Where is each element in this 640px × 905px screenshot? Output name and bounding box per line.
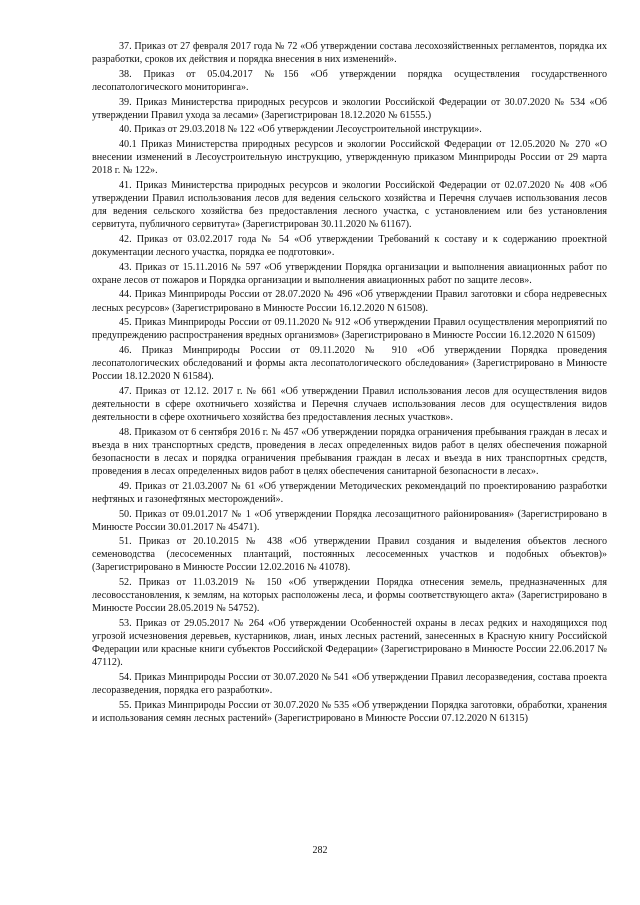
list-item: 43. Приказ от 15.11.2016 № 597 «Об утверждении Порядка организации и выполнения авиационных работ по охране лесов от пожаров и Порядка организации и выполнения авиационных работ по защите лесов». — [92, 261, 607, 286]
list-item: 55. Приказ Минприроды России от 30.07.2020 № 535 «Об утверждении Порядка заготовки, обработки, хранения и использования семян лесных растений» (Зарегистрировано в Минюсте России 07.12.2020 N 61315) — [92, 699, 607, 724]
list-item: 46. Приказ Минприроды России от 09.11.2020 № 910 «Об утверждении Порядка проведения лесопатологических обследований и формы акта лесопатологического обследования» (Зарегистрировано в Минюсте России 18.12.2020 N 61584). — [92, 345, 607, 383]
list-item: 39. Приказ Министерства природных ресурсов и экологии Российской Федерации от 30.07.2020 № 534 «Об утверждении Правил ухода за лесами» (Зарегистрирован 18.12.2020 № 61555.) — [92, 96, 607, 121]
page-number: 282 — [312, 845, 328, 856]
list-item: 51. Приказ от 20.10.2015 № 438 «Об утверждении Правил создания и выделения объектов лесного семеноводства (лесосеменных плантаций, постоянных лесосеменных участков и подобных объектов)» (Зарегистрировано в Минюсте России 12.02.2016 № 41078). — [92, 536, 607, 574]
list-item: 53. Приказ от 29.05.2017 № 264 «Об утверждении Особенностей охраны в лесах редких и находящихся под угрозой исчезновения деревьев, кустарников, лиан, иных лесных растений, занесенных в Красную книгу Российской Федерации или красные книги субъектов Российской Федерации» (Зарегистрировано в Минюсте России 22.06.2017 № 47112). — [92, 618, 607, 669]
document-page — [92, 40, 607, 727]
list-item: 45. Приказ Минприроды России от 09.11.2020 № 912 «Об утверждении Правил осуществления мероприятий по предупреждению распространения вредных организмов» (Зарегистрировано в Минюсте России 16.12.2020 N 61509) — [92, 317, 607, 342]
list-item: 54. Приказ Минприроды России от 30.07.2020 № 541 «Об утверждении Правил лесоразведения, состава проекта лесоразведения, порядка его разработки». — [92, 672, 607, 697]
list-item: 44. Приказ Минприроды России от 28.07.2020 № 496 «Об утверждении Правил заготовки и сбора недревесных лесных ресурсов» (Зарегистрировано в Минюсте России 16.12.2020 N 61508). — [92, 289, 607, 314]
list-item: 42. Приказ от 03.02.2017 года № 54 «Об утверждении Требований к составу и к содержанию проектной документации лесного участка, порядка ее подготовки». — [92, 233, 607, 258]
list-item: 41. Приказ Министерства природных ресурсов и экологии Российской Федерации от 02.07.2020 № 408 «Об утверждении Правил использования лесов для ведения сельского хозяйства и Перечня случаев использования лесов для ведения сельского хозяйства без предоставления лесного участка, с установлением или без установления сервитута, публичного сервитута» (Зарегистрирован 30.11.2020 № 61167). — [92, 179, 607, 231]
list-item: 49. Приказ от 21.03.2007 № 61 «Об утверждении Методических рекомендаций по проектированию разработки нефтяных и газонефтяных месторождений». — [92, 480, 607, 505]
list-item: 48. Приказом от 6 сентября 2016 г. № 457 «Об утверждении порядка ограничения пребывания граждан в лесах и въезда в них транспортных средств, проведения в лесах определенных видов работ в целях обеспечения пожарной безопасности в лесах и порядка ограничения пребывания граждан в лесах и въезда в них транспортных средств, проведения в лесах определенных видов работ в целях обеспечения санитарной безопасности в лесах». — [92, 426, 607, 478]
list-item: 50. Приказ от 09.01.2017 № 1 «Об утверждении Порядка лесозащитного районирования» (Зарегистрировано в Минюсте России 30.01.2017 № 45471). — [92, 508, 607, 533]
list-item: 40. Приказ от 29.03.2018 № 122 «Об утверждении Лесоустроительной инструкции». — [119, 124, 482, 136]
list-item: 52. Приказ от 11.03.2019 № 150 «Об утверждении Порядка отнесения земель, предназначенных для лесовосстановления, к землям, на которых расположены леса, и формы соответствующего акта» (Зарегистрировано в Минюсте России 28.05.2019 № 54752). — [92, 577, 607, 615]
list-item: 47. Приказ от 12.12. 2017 г. № 661 «Об утверждении Правил использования лесов для осуществления видов деятельности в сфере охотничьего хозяйства и Перечня случаев использования лесов для осуществления видов деятельности в сфере охотничьего хозяйства без предоставления лесных участков». — [92, 385, 607, 424]
list-item: 40.1 Приказ Министерства природных ресурсов и экологии Российской Федерации от 12.05.2020 № 270 «О внесении изменений в Лесоустроительную инструкцию, утвержденную приказом Минприроды России от 29 марта 2018 г. № 122». — [92, 139, 607, 177]
list-item: 38. Приказ от 05.04.2017 №156 «Об утверждении порядка осуществления государственного лесопатологического мониторинга». — [92, 68, 607, 93]
list-item: 37. Приказ от 27 февраля 2017 года № 72 «Об утверждении состава лесохозяйственных регламентов, порядка их разработки, сроков их действия и порядка внесения в них изменений». — [92, 41, 607, 66]
